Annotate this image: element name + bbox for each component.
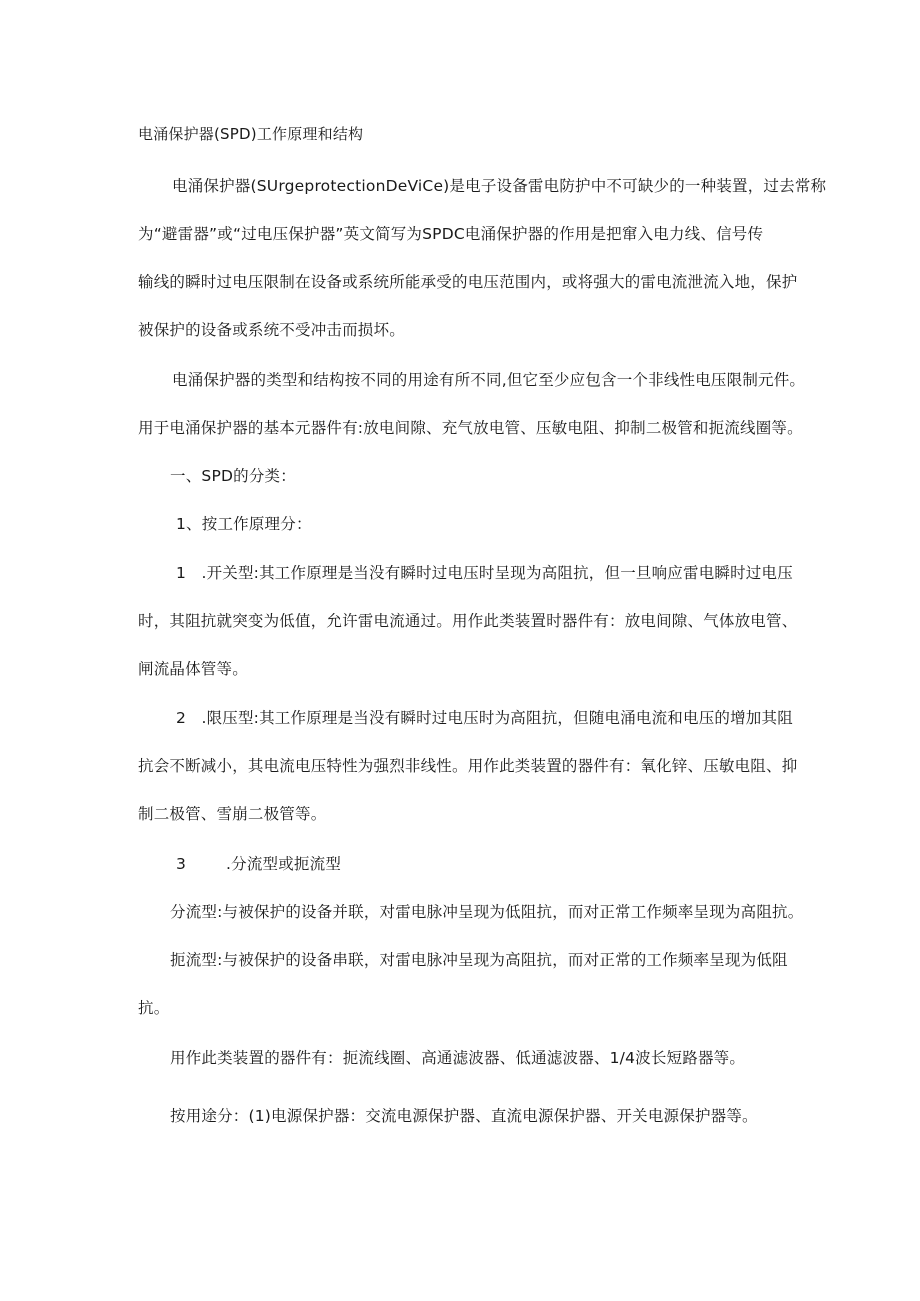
item-3-line <box>176 854 341 874</box>
devices-line: 用作此类装置的器件有：扼流线圈、高通滤波器、低通滤波器、1/4波长短路器等。 <box>170 1049 746 1067</box>
by-use-line: 按用途分：(1)电源保护器：交流电源保护器、直流电源保护器、开关电源保护器等。 <box>170 1107 758 1125</box>
item-3-label: .分流型或扼流型 <box>226 855 342 873</box>
item-2-number: 2 <box>176 709 187 727</box>
types-intro-line-2: 用于电涌保护器的基本元器件有:放电间隙、充气放电管、压敏电阻、抑制二极管和扼流线圈等。 <box>138 419 803 437</box>
intro-line-2: 为“避雷器”或“过电压保护器”英文简写为SPDC电涌保护器的作用是把窜入电力线、信号传 <box>138 225 764 243</box>
item-2-text: .限压型:其工作原理是当没有瞬时过电压时为高阻抗，但随电涌电流和电压的增加其阻 <box>201 709 793 727</box>
item-1-line-1 <box>176 563 793 583</box>
item-2-line-3: 制二极管、雪崩二极管等。 <box>138 805 327 823</box>
document-title: 电涌保护器(SPD)工作原理和结构 <box>138 125 364 143</box>
intro-line-3: 输线的瞬时过电压限制在设备或系统所能承受的电压范围内，或将强大的雷电流泄流入地，保护 <box>138 273 798 291</box>
intro-line-1: 电涌保护器(SUrgeprotectionDeViCe)是电子设备雷电防护中不可缺少的一种装置，过去常称 <box>172 177 827 195</box>
choke-description-line-1: 扼流型:与被保护的设备串联，对雷电脉冲呈现为高阻抗，而对正常的工作频率呈现为低阻 <box>170 951 788 969</box>
item-1-line-2: 时，其阻抗就突变为低值，允许雷电流通过。用作此类装置时器件有：放电间隙、气体放电管、 <box>138 612 798 630</box>
item-1-text: .开关型:其工作原理是当没有瞬时过电压时呈现为高阻抗，但一旦响应雷电瞬时过电压 <box>201 564 793 582</box>
item-2-line-1 <box>176 708 793 728</box>
types-intro-line-1: 电涌保护器的类型和结构按不同的用途有所不同,但它至少应包含一个非线性电压限制元件。 <box>172 371 806 389</box>
item-2-line-2: 抗会不断减小，其电流电压特性为强烈非线性。用作此类装置的器件有：氧化锌、压敏电阻、抑 <box>138 757 798 775</box>
subsection-heading: 1、按工作原理分： <box>176 515 312 533</box>
item-1-number: 1 <box>176 564 187 582</box>
shunt-description: 分流型:与被保护的设备并联，对雷电脉冲呈现为低阻抗，而对正常工作频率呈现为高阻抗。 <box>170 903 804 921</box>
section-heading: 一、SPD的分类： <box>170 467 296 485</box>
choke-description-line-2: 抗。 <box>138 999 170 1017</box>
intro-line-4: 被保护的设备或系统不受冲击而损坏。 <box>138 321 405 339</box>
item-3-number: 3 <box>176 855 187 873</box>
item-1-line-3: 闸流晶体管等。 <box>138 660 248 678</box>
